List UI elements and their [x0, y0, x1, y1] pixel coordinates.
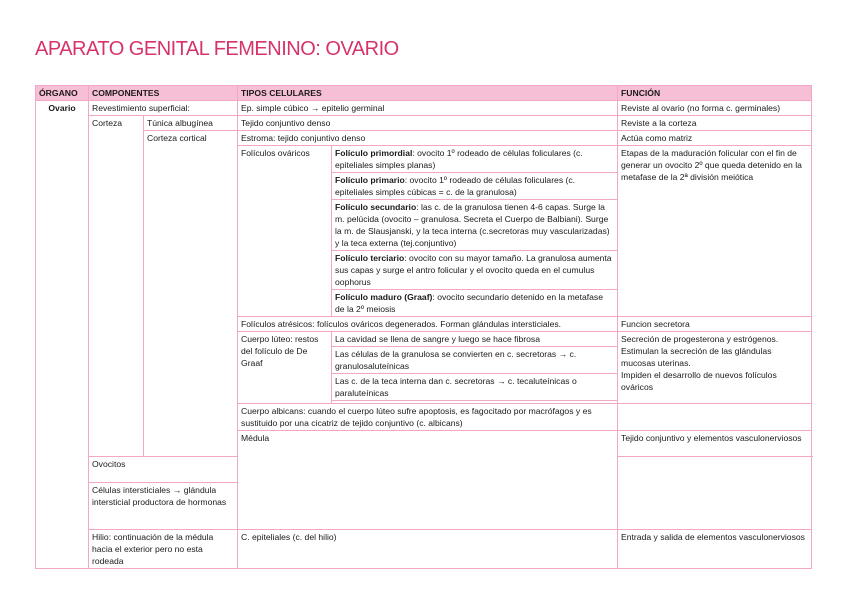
- foliculo-terciario: [332, 251, 618, 290]
- header-funcion: FUNCIÓN: [618, 86, 812, 101]
- header-tipos: TIPOS CELULARES: [238, 86, 618, 101]
- luteo-label: Cuerpo lúteo: restos del folículo de De Graaf: [238, 332, 332, 404]
- page-title: APARATO GENITAL FEMENINO: OVARIO: [35, 38, 399, 60]
- luteo-funcion-line: Secreción de progesterona y estrógenos. Estimulan la secreción de las glándulas mucosas uterinas.: [621, 334, 779, 368]
- foliculo-text: : ovocito con su mayor tamaño. La granulosa aumenta sus capas y surge el antro folicular y el ovocito queda en el cumulus oophorus: [335, 253, 612, 287]
- albicans-funcion: [618, 404, 812, 431]
- atresicos-tipo: Folículos atrésicos: folículos ováricos degenerados. Forman glándulas intersticiales.: [238, 317, 618, 332]
- foliculo-primario: [332, 173, 618, 200]
- medula-label: Médula: [238, 431, 618, 530]
- albuginea-funcion: Reviste a la corteza: [618, 116, 812, 131]
- organ-cell: Ovario: [36, 101, 89, 569]
- medula-tipo: Tejido conjuntivo y elementos vasculonerviosos: [618, 431, 812, 457]
- revestimiento-label: Revestimiento superficial:: [89, 101, 238, 116]
- foliculo-text: : ovocito secundario detenido en la metafase de la 2º meiosis: [335, 292, 603, 314]
- foliculo-secundario: [332, 200, 618, 251]
- header-organo: ÓRGANO: [36, 86, 89, 101]
- hilio-label: Hilio: continuación de la médula hacia el exterior pero no esta rodeada: [89, 530, 238, 569]
- foliculo-name: Folículo primario: [335, 175, 405, 185]
- medula-tipo: Células intersticiales → glándula intersticial productora de hormonas: [89, 483, 238, 530]
- table-row: [36, 101, 812, 116]
- table-row: [36, 530, 812, 569]
- estroma-funcion: Actúa como matriz: [618, 131, 812, 146]
- foliculo-text: : las c. de la granulosa tienen 4-6 capas. Surge la m. pelúcida (ovocito – granulosa. Secreta el Cuerpo de Balbiani). Surge la m. de Slausjanski, y la teca interna (c.secretoras muy vascularizadas) y la teca externa (tej.conjuntivo): [335, 202, 610, 248]
- medula-tipo: Ovocitos: [89, 457, 238, 483]
- luteo-funcion-line: Impiden el desarrollo de nuevos folículos ováricos: [621, 370, 777, 392]
- foliculos-funcion: Etapas de la maduración folicular con el fin de generar un ovocito 2º que queda detenido en la metafase de la 2ª división meiótica: [618, 146, 812, 317]
- header-row: [36, 86, 812, 101]
- ovario-table: [35, 85, 812, 569]
- table-row: [36, 116, 812, 131]
- luteo-item: Las células de la granulosa se convierten en c. secretoras → c. granulosaluteínicas: [332, 347, 618, 374]
- corteza-label: Corteza: [89, 116, 144, 457]
- estroma-tipo: Estroma: tejido conjuntivo denso: [238, 131, 618, 146]
- foliculo-name: Folículo secundario: [335, 202, 417, 212]
- foliculo-text: : ovocito 1º rodeado de células foliculares (c. epiteliales simples planas): [335, 148, 583, 170]
- luteo-item: Las c. de la teca interna dan c. secretoras → c. tecaluteínicas o paraluteínicas: [332, 374, 618, 401]
- cortical-label: Corteza cortical: [144, 131, 238, 457]
- header-componentes: COMPONENTES: [89, 86, 238, 101]
- albuginea-label: Túnica albugínea: [144, 116, 238, 131]
- hilio-funcion: Entrada y salida de elementos vasculonerviosos: [618, 530, 812, 569]
- foliculo-maduro: [332, 290, 618, 317]
- albuginea-tipo: Tejido conjuntivo denso: [238, 116, 618, 131]
- foliculo-primordial: [332, 146, 618, 173]
- hilio-tipo: C. epiteliales (c. del hilio): [238, 530, 618, 569]
- foliculo-name: Folículo primordial: [335, 148, 413, 158]
- luteo-item: La cavidad se llena de sangre y luego se hace fibrosa: [332, 332, 618, 347]
- foliculo-text: : ovocito 1º rodeado de células foliculares (c. epiteliales simples cúbicas = c. de la granulosa): [335, 175, 576, 197]
- table-row: [36, 131, 812, 146]
- foliculos-label: Folículos ováricos: [238, 146, 332, 317]
- foliculo-name: Folículo maduro (Graaf): [335, 292, 433, 302]
- revestimiento-tipo: Ep. simple cúbico → epitelio germinal: [238, 101, 618, 116]
- albicans-tipo: Cuerpo albicans: cuando el cuerpo lúteo sufre apoptosis, es fagocitado por macrófagos y es sustituido por una cicatriz de tejido conjuntivo (c. albicans): [238, 404, 618, 431]
- atresicos-funcion: Funcion secretora: [618, 317, 812, 332]
- foliculo-name: Folículo terciario: [335, 253, 405, 263]
- luteo-funcion: [618, 332, 812, 404]
- revestimiento-funcion: Reviste al ovario (no forma c. germinales): [618, 101, 812, 116]
